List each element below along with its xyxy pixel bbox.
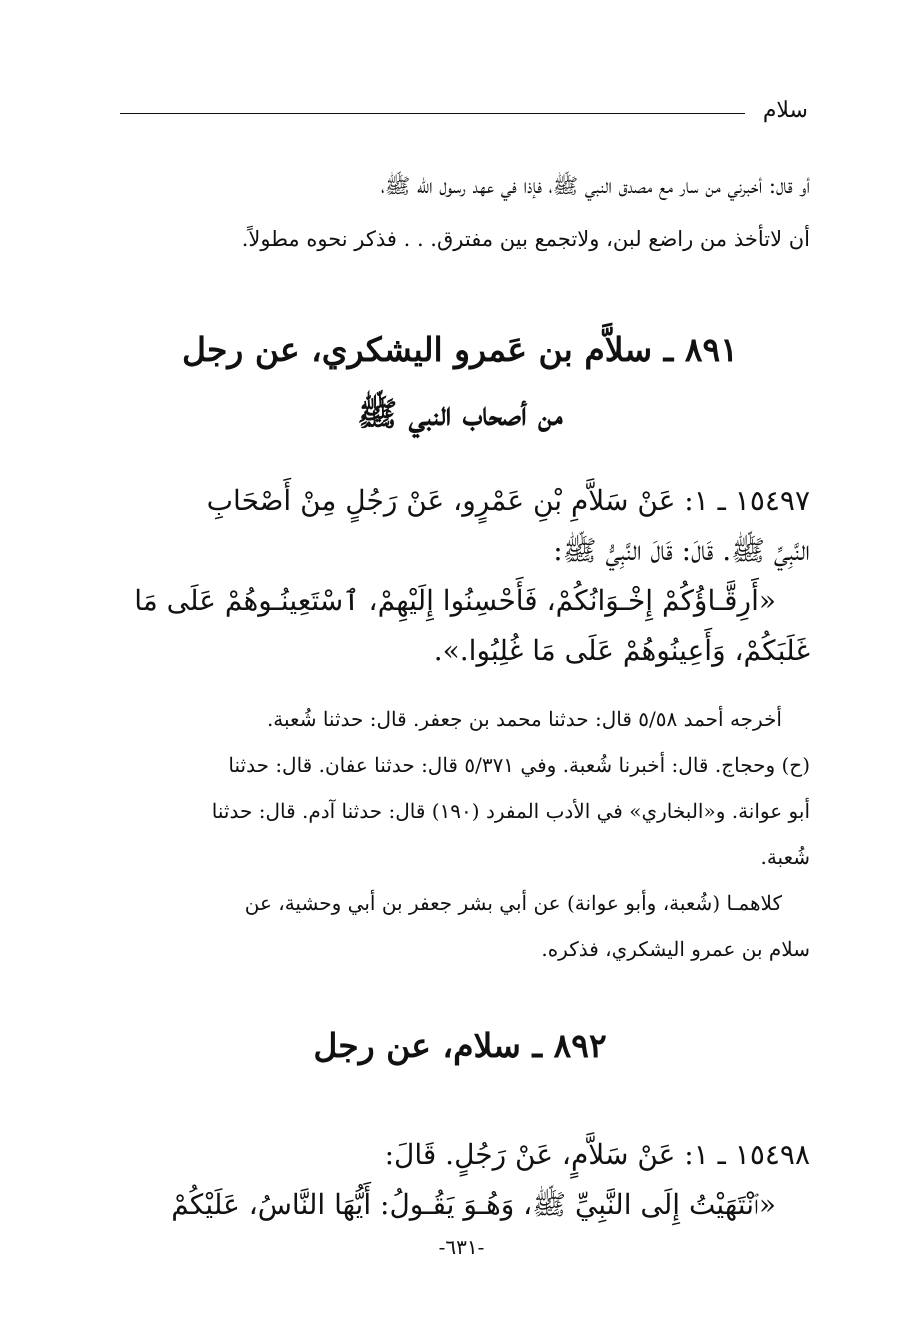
hadith-15497-line-2: النَّبِيِّ ﷺ. قَالَ: قَالَ النَّبِيُّ ﷺ: [553, 534, 810, 567]
takhrij-p2-line-1: كلاهمـا (شُعبة، وأبو عوانة) عن أبي بشر جعفر بن أبي وحشية، عن [244, 891, 782, 915]
running-header [120, 96, 808, 126]
takhrij-p1-line-1: أخرجه أحمد ٥/٥٨ قال: حدثنا محمد بن جعفر. قال: حدثنا شُعبة. [266, 707, 782, 731]
hadith-15498-line-1: ١٥٤٩٨ ـ ١: عَنْ سَلاَّمٍ، عَنْ رَجُلٍ. قَالَ: [384, 1138, 810, 1171]
takhrij-p1-line-2: (ح) وحجاج. قال: أخبرنا شُعبة. وفي ٥/٣٧١ قال: حدثنا عفان. قال: حدثنا [228, 753, 810, 777]
intro-line-2: أن لاتأخذ من راضع لبن، ولاتجمع بين مفترق. . . فذكر نحوه مطولاً. [241, 227, 810, 251]
section-891-title-line-2: من أصحاب النبي ﷺ [357, 394, 563, 433]
hadith-15497-line-3: «أَرِقَّـاؤُكُمْ إِخْـوَانُكُمْ، فَأَحْسِنُوا إِلَيْهِمْ، ٱسْتَعِينُـوهُمْ عَلَى مَا [134, 584, 776, 617]
takhrij-p1-line-4: شُعبة. [760, 845, 810, 869]
hadith-15497-line-4: غَلَبَكُمْ، وَأَعِينُوهُمْ عَلَى مَا غُلِبُوا.». [433, 634, 810, 667]
hadith-15498-line-2: «ٱنْتَهَيْتُ إِلَى النَّبِيِّ ﷺ، وَهُـوَ يَقُـولُ: أَيُّهَا النَّاسُ، عَلَيْكُمْ [171, 1188, 776, 1221]
hadith-15497-line-1: ١٥٤٩٧ ـ ١: عَنْ سَلاَّمِ بْنِ عَمْرٍو، عَنْ رَجُلٍ مِنْ أَصْحَابِ [206, 484, 810, 517]
section-891-title-line-1: ٨٩١ ـ سلاَّم بن عَمرو اليشكري، عن رجل [182, 330, 738, 369]
hadith-15497 [110, 476, 810, 676]
page-number: -٦٣١- [438, 1235, 485, 1259]
takhrij-p2-line-2: سلام بن عمرو اليشكري، فذكره. [541, 937, 810, 961]
intro-paragraph [110, 160, 810, 266]
intro-line-1: أو قال: أخبرني من سار مع مصدق النبي ﷺ، فإذا في عهد رسول الله ﷺ، [380, 174, 810, 198]
section-892-title [110, 1014, 810, 1078]
hadith-15498 [110, 1130, 810, 1230]
header-title: سلام [762, 98, 808, 123]
section-892-title-line: ٨٩٢ ـ سلام، عن رجل [313, 1026, 607, 1065]
header-rule [120, 113, 745, 114]
takhrij-p1-line-3: أبو عوانة. و«البخاري» في الأدب المفرد (١٩٠) قال: حدثنا آدم. قال: حدثنا [211, 799, 810, 823]
takhrij-15497 [110, 696, 810, 972]
section-891-title [110, 318, 810, 446]
